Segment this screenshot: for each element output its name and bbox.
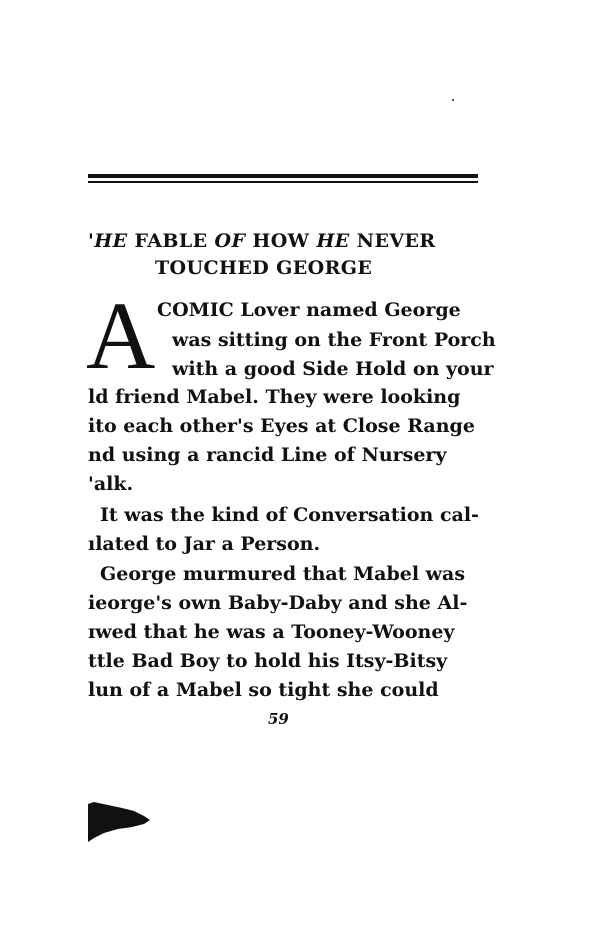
title-part: NEVER <box>349 230 436 252</box>
text-line: with a good Side Hold on your <box>172 358 494 380</box>
text-line: ieorge's own Baby-Daby and she Al- <box>88 592 468 614</box>
text-line: It was the kind of Conversation cal- <box>100 504 479 526</box>
text-line: COMIC Lover named George <box>157 299 461 321</box>
header-rule-thick <box>88 174 478 178</box>
text-line: lun of a Mabel so tight she could <box>88 679 439 701</box>
header-rule-thin <box>88 181 478 183</box>
title-part: HOW <box>245 230 317 252</box>
text-line: ttle Bad Boy to hold his Itsy-Bitsy <box>88 650 448 672</box>
drop-cap: A <box>86 282 156 389</box>
text-line: ılated to Jar a Person. <box>88 533 321 555</box>
text-line: George murmured that Mabel was <box>100 563 466 585</box>
title-part: OF <box>214 230 246 252</box>
text-line: ld friend Mabel. They were looking <box>88 386 461 408</box>
text-line: was sitting on the Front Porch <box>172 329 496 351</box>
title-part: HE <box>316 230 350 252</box>
text-line: ito each other's Eyes at Close Range <box>88 415 475 437</box>
chapter-title-line-1 <box>88 230 436 252</box>
text-line: ɪwed that he was a Tooney-Wooney <box>88 621 455 643</box>
text-line: 'alk. <box>88 473 134 495</box>
chapter-title-line-2: TOUCHED GEORGE <box>155 257 373 279</box>
page-edge-mark <box>88 796 152 844</box>
title-part: FABLE <box>127 230 215 252</box>
page-number: 59 <box>268 710 289 728</box>
title-part: 'HE <box>88 230 128 252</box>
print-speck <box>452 99 454 101</box>
text-line: nd using a rancid Line of Nursery <box>88 444 447 466</box>
